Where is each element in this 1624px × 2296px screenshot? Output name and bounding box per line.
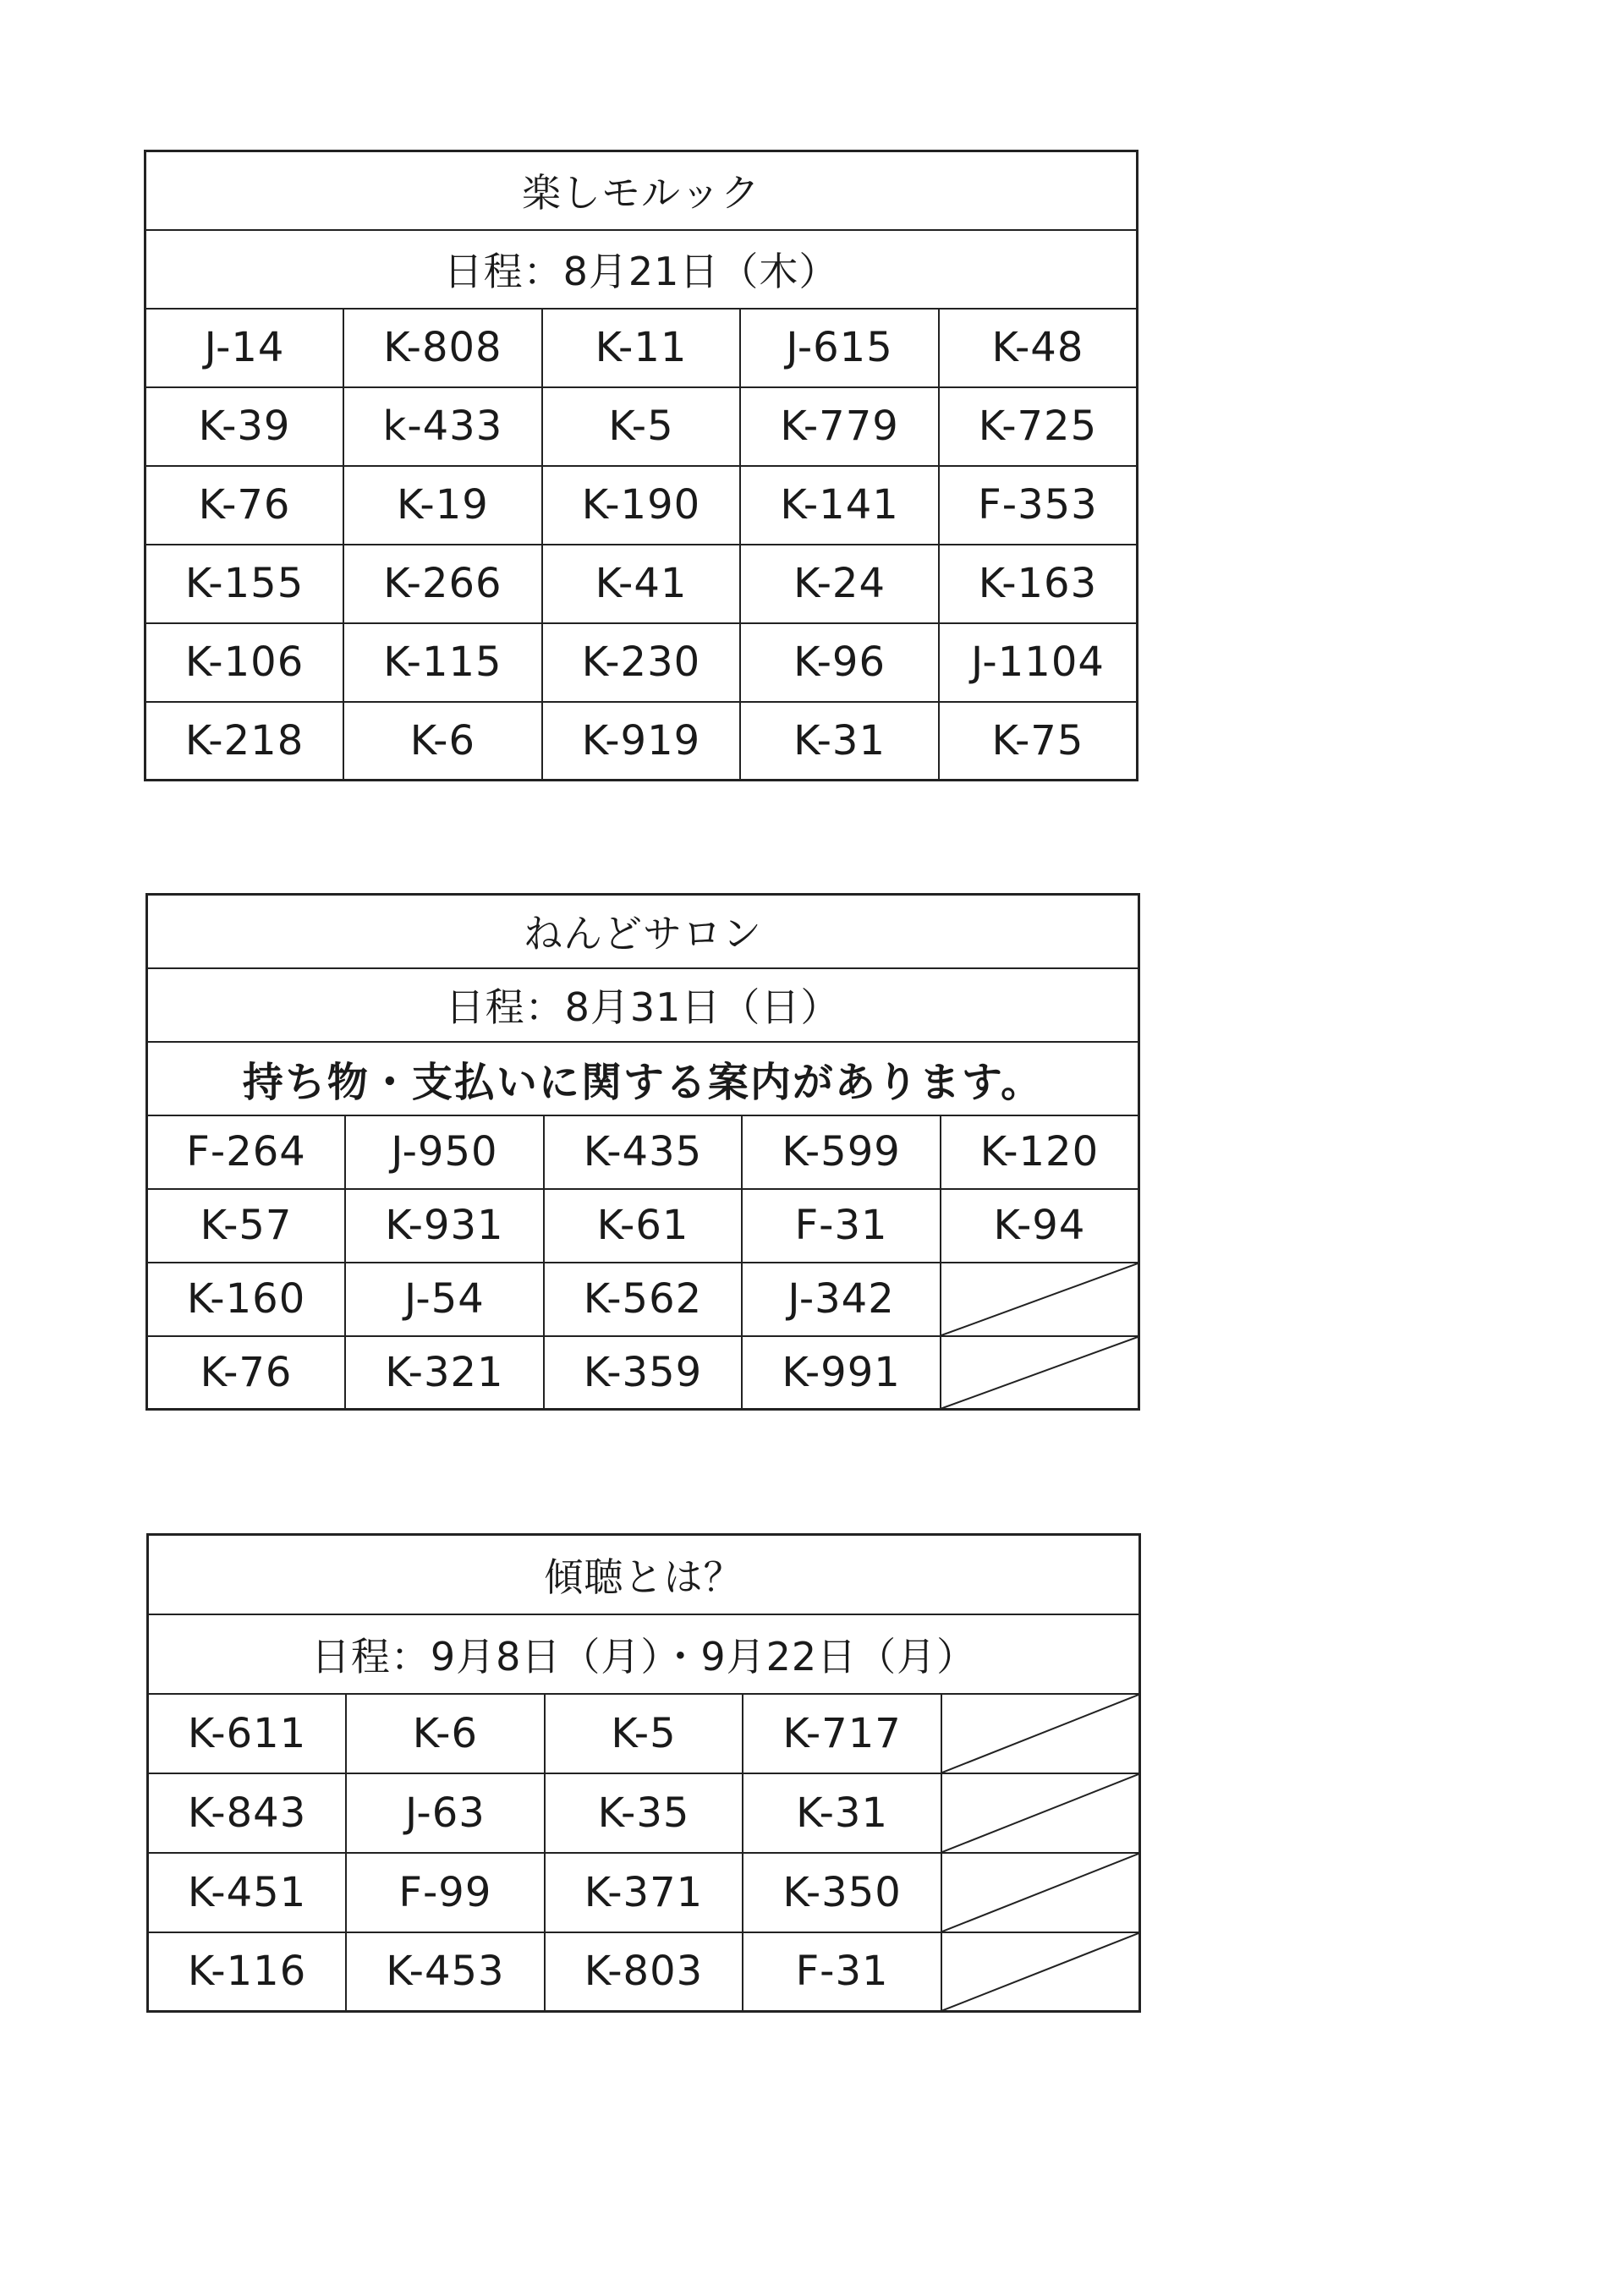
- participant-id-cell: K-350: [743, 1853, 941, 1932]
- event-title: ねんどサロン: [147, 895, 1139, 968]
- table-notice-row: [147, 1042, 1139, 1115]
- participant-id-cell: K-991: [742, 1336, 941, 1410]
- participant-id-cell: K-120: [941, 1115, 1139, 1189]
- table-row: [148, 1773, 1140, 1853]
- participant-id-cell: J-54: [345, 1263, 544, 1336]
- schedule-table-molkky: [144, 150, 1138, 781]
- participant-id-cell: K-141: [740, 466, 939, 545]
- participant-id-cell: K-190: [542, 466, 741, 545]
- participant-id-cell: K-39: [145, 387, 344, 466]
- table-row: [147, 1189, 1139, 1263]
- participant-id-cell: K-57: [147, 1189, 346, 1263]
- empty-cell: [941, 1932, 1140, 2012]
- table-row: [145, 309, 1138, 387]
- participant-id-cell: F-31: [742, 1189, 941, 1263]
- participant-id-cell: K-359: [544, 1336, 743, 1410]
- diagonal-strike-icon: [942, 1933, 1138, 2011]
- participant-id-cell: F-31: [743, 1932, 941, 2012]
- table-schedule-row: [145, 230, 1138, 309]
- participant-id-cell: K-435: [544, 1115, 743, 1189]
- participant-id-cell: K-115: [343, 623, 542, 702]
- participant-id-cell: K-31: [743, 1773, 941, 1853]
- participant-id-cell: J-1104: [939, 623, 1138, 702]
- diagonal-strike-icon: [941, 1263, 1138, 1335]
- diagonal-strike-icon: [942, 1774, 1138, 1852]
- participant-id-cell: J-63: [346, 1773, 545, 1853]
- participant-id-cell: K-76: [147, 1336, 346, 1410]
- participant-id-cell: J-14: [145, 309, 344, 387]
- participant-id-cell: K-611: [148, 1694, 347, 1773]
- participant-id-cell: K-48: [939, 309, 1138, 387]
- empty-cell: [941, 1853, 1140, 1932]
- table-title-row: [147, 895, 1139, 968]
- event-title: 楽しモルック: [145, 151, 1138, 230]
- participant-id-cell: K-155: [145, 545, 344, 623]
- table-title-row: [145, 151, 1138, 230]
- participant-id-cell: K-106: [145, 623, 344, 702]
- participant-id-cell: J-615: [740, 309, 939, 387]
- empty-cell: [941, 1773, 1140, 1853]
- table-title-row: [148, 1535, 1140, 1614]
- participant-id-cell: K-116: [148, 1932, 347, 2012]
- table-row: [148, 1853, 1140, 1932]
- participant-id-cell: K-599: [742, 1115, 941, 1189]
- participant-id-cell: F-264: [147, 1115, 346, 1189]
- participant-id-cell: F-99: [346, 1853, 545, 1932]
- participant-id-cell: K-371: [545, 1853, 743, 1932]
- participant-id-cell: K-19: [343, 466, 542, 545]
- participant-id-cell: K-5: [542, 387, 741, 466]
- table-row: [148, 1694, 1140, 1773]
- participant-id-cell: k-433: [343, 387, 542, 466]
- participant-id-cell: K-717: [743, 1694, 941, 1773]
- participant-id-cell: K-96: [740, 623, 939, 702]
- table-row: [145, 545, 1138, 623]
- participant-id-cell: K-803: [545, 1932, 743, 2012]
- table-row: [147, 1263, 1139, 1336]
- diagonal-strike-icon: [942, 1695, 1138, 1773]
- participant-id-cell: K-321: [345, 1336, 544, 1410]
- participant-id-cell: K-163: [939, 545, 1138, 623]
- participant-id-cell: K-843: [148, 1773, 347, 1853]
- participant-id-cell: K-230: [542, 623, 741, 702]
- participant-id-cell: K-218: [145, 702, 344, 781]
- participant-id-cell: K-6: [343, 702, 542, 781]
- participant-id-cell: K-76: [145, 466, 344, 545]
- event-notice: 持ち物・支払いに関する案内があります。: [147, 1042, 1139, 1115]
- empty-cell: [941, 1263, 1139, 1336]
- event-title: 傾聴とは？: [148, 1535, 1140, 1614]
- empty-cell: [941, 1694, 1140, 1773]
- participant-id-cell: K-61: [544, 1189, 743, 1263]
- participant-id-cell: K-266: [343, 545, 542, 623]
- diagonal-strike-icon: [942, 1854, 1138, 1932]
- table-row: [148, 1932, 1140, 2012]
- participant-id-cell: K-11: [542, 309, 741, 387]
- table-row: [145, 702, 1138, 781]
- event-schedule: 日程：9月8日（月）・9月22日（月）: [148, 1614, 1140, 1694]
- participant-id-cell: J-950: [345, 1115, 544, 1189]
- empty-cell: [941, 1336, 1139, 1410]
- event-schedule: 日程：8月21日（木）: [145, 230, 1138, 309]
- participant-id-cell: K-451: [148, 1853, 347, 1932]
- participant-id-cell: K-808: [343, 309, 542, 387]
- participant-id-cell: K-160: [147, 1263, 346, 1336]
- participant-id-cell: K-31: [740, 702, 939, 781]
- participant-id-cell: K-24: [740, 545, 939, 623]
- table-schedule-row: [147, 968, 1139, 1042]
- table-row: [145, 387, 1138, 466]
- participant-id-cell: K-41: [542, 545, 741, 623]
- schedule-table-active-listening: [146, 1533, 1141, 2013]
- schedule-table-clay-salon: [145, 893, 1140, 1411]
- participant-id-cell: F-353: [939, 466, 1138, 545]
- diagonal-strike-icon: [941, 1337, 1138, 1409]
- participant-id-cell: K-453: [346, 1932, 545, 2012]
- table-row: [147, 1115, 1139, 1189]
- participant-id-cell: K-6: [346, 1694, 545, 1773]
- table-row: [147, 1336, 1139, 1410]
- table-row: [145, 466, 1138, 545]
- participant-id-cell: K-75: [939, 702, 1138, 781]
- event-schedule: 日程：8月31日（日）: [147, 968, 1139, 1042]
- participant-id-cell: J-342: [742, 1263, 941, 1336]
- table-row: [145, 623, 1138, 702]
- participant-id-cell: K-5: [545, 1694, 743, 1773]
- participant-id-cell: K-779: [740, 387, 939, 466]
- participant-id-cell: K-931: [345, 1189, 544, 1263]
- participant-id-cell: K-562: [544, 1263, 743, 1336]
- participant-id-cell: K-725: [939, 387, 1138, 466]
- table-schedule-row: [148, 1614, 1140, 1694]
- participant-id-cell: K-919: [542, 702, 741, 781]
- participant-id-cell: K-35: [545, 1773, 743, 1853]
- participant-id-cell: K-94: [941, 1189, 1139, 1263]
